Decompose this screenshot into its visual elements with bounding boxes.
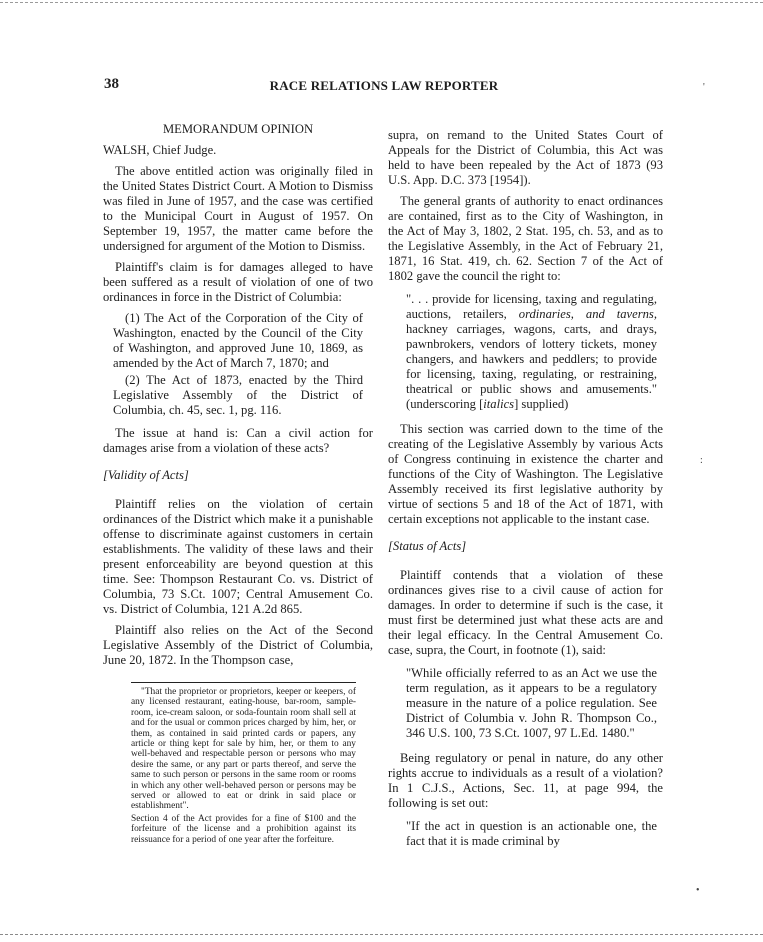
section-heading: [Validity of Acts] bbox=[103, 468, 189, 482]
running-head: RACE RELATIONS LAW REPORTER bbox=[269, 78, 499, 93]
block-quote bbox=[406, 292, 657, 412]
quote-text: ] supplied) bbox=[514, 397, 569, 411]
scan-speck: : bbox=[700, 455, 703, 466]
ordinance-item: (1) The Act of the Corporation of the City of Washington, enacted by the Council of the City of Washington, and approved June 10, 1869, as amended by the Act of March 7, 1870; and bbox=[113, 311, 363, 370]
footnote-text: "That the proprietor or proprietors, keeper or keepers, of any licensed restaurant, eating-house, bar-room, sample-room, ice-cream saloon, or soda-fountain room shall sell at and for the usual or common prices charged by him, her, or them, as contained in said printed cards or papers, any article or thing kept for sale by him, her, or them to any well-behaved and respectable person or persons who may desire the same, or any part or parts thereof, and serve the same to such person or persons in the same room or rooms in which any other well-behaved person or persons may be served or allowed to eat or drink in said place or establishment". bbox=[131, 687, 356, 812]
footnote-text: Section 4 of the Act provides for a fine of $100 and the forfeiture of the license and a prohibition against its reissuance for a period of one year after the forfeiture. bbox=[131, 813, 356, 845]
paragraph: The issue at hand is: Can a civil action for damages arise from a violation of these acts? bbox=[103, 426, 373, 455]
paragraph: Plaintiff relies on the violation of certain ordinances of the District which make it a punishable offense to discriminate against customers in certain establishments. The validity of these laws and their present enforceability are beyond question at this time. See: Thompson Restaurant Co. vs. District of Columbia, 73 S.Ct. 1007; Central Amusement Co. vs. District of Columbia, 121 A.2d 865. bbox=[103, 497, 373, 616]
page-header bbox=[104, 76, 664, 96]
section-heading: [Status of Acts] bbox=[388, 539, 467, 553]
quote-italic-text: ordinaries, and taverns, bbox=[518, 307, 657, 321]
right-column bbox=[388, 128, 663, 859]
paragraph: supra, on remand to the United States Court of Appeals for the District of Columbia, this Act was held to have been repealed by the Act of 1873 (93 U.S. App. D.C. 373 [1954]). bbox=[388, 128, 663, 187]
ordinance-item: (2) The Act of 1873, enacted by the Third Legislative Assembly of the District of Columbia, ch. 45, sec. 1, pg. 116. bbox=[113, 373, 363, 417]
paragraph: Plaintiff also relies on the Act of the Second Legislative Assembly of the District of Columbia, June 20, 1872. In the Thompson case, bbox=[103, 623, 373, 667]
quote-text: ". . . provide for licensing, taxing and regulating, auctions, retailers, bbox=[406, 292, 657, 321]
footnote bbox=[131, 682, 356, 845]
page-number: 38 bbox=[104, 76, 119, 92]
scan-speck: • bbox=[696, 885, 700, 896]
quote-italic-text: italics bbox=[483, 397, 515, 411]
top-scan-border bbox=[0, 2, 763, 3]
block-quote: "If the act in question is an actionable one, the fact that it is made criminal by bbox=[406, 819, 657, 848]
opinion-title: MEMORANDUM OPINION bbox=[162, 122, 314, 136]
ordinance-list bbox=[113, 311, 363, 418]
paragraph: Being regulatory or penal in nature, do any other rights accrue to individuals as a result of a violation? In 1 C.J.S., Actions, Sec. 11, at page 994, the following is set out: bbox=[388, 751, 663, 810]
paragraph: The general grants of authority to enact ordinances are contained, first as to the City of Washington, in the Act of May 3, 1802, 2 Stat. 195, ch. 53, and as to the Legislative Assembly, in the Act of February 21, 1871, 16 Stat. 419, ch. 62. Section 7 of the Act of 1802 gave the council the right to: bbox=[388, 194, 663, 283]
quote-text: hackney carriages, wagons, carts, and drays, pawnbrokers, vendors of lottery tickets, money changers, and hawkers and peddlers; to provide for licensing, taxing, regulating, or restraining, theatrical or public shows and amusements." (underscoring [ bbox=[406, 322, 657, 411]
paragraph: Plaintiff's claim is for damages alleged to have been suffered as a result of violation of one of two ordinances in force in the District of Columbia: bbox=[103, 260, 373, 304]
paragraph: The above entitled action was originally filed in the United States District Court. A Motion to Dismiss was filed in June of 1957, and the case was certified to the Municipal Court in August of 1957. On September 19, 1957, the matter came before the undersigned for argument of the Motion to Dismiss. bbox=[103, 164, 373, 253]
bottom-scan-border bbox=[0, 934, 763, 935]
paragraph: This section was carried down to the time of the creating of the Legislative Assembly by various Acts of Congress continuing in existence the charter and functions of the City of Washington. The Legislative Assembly received its first legislative authority by virtue of sections 5 and 18 of the Act of 1871, with certain exceptions not applicable to the instant case. bbox=[388, 422, 663, 526]
block-quote: "While officially referred to as an Act we use the term regulation, as it appears to be a regulatory measure in the nature of a police regulation. See District of Columbia v. John R. Thompson Co., 346 U.S. 100, 73 S.Ct. 1007, 97 L.Ed. 1480." bbox=[406, 666, 657, 740]
judge-name: WALSH, Chief Judge. bbox=[103, 143, 217, 157]
left-column bbox=[103, 122, 373, 847]
paragraph: Plaintiff contends that a violation of these ordinances gives rise to a civil cause of action for damages. In order to determine if such is the case, it must first be determined just what these acts are and their legal efficacy. In the Central Amusement Co. case, supra, the Court, in footnote (1), said: bbox=[388, 568, 663, 657]
scan-speck: ' bbox=[703, 82, 705, 93]
